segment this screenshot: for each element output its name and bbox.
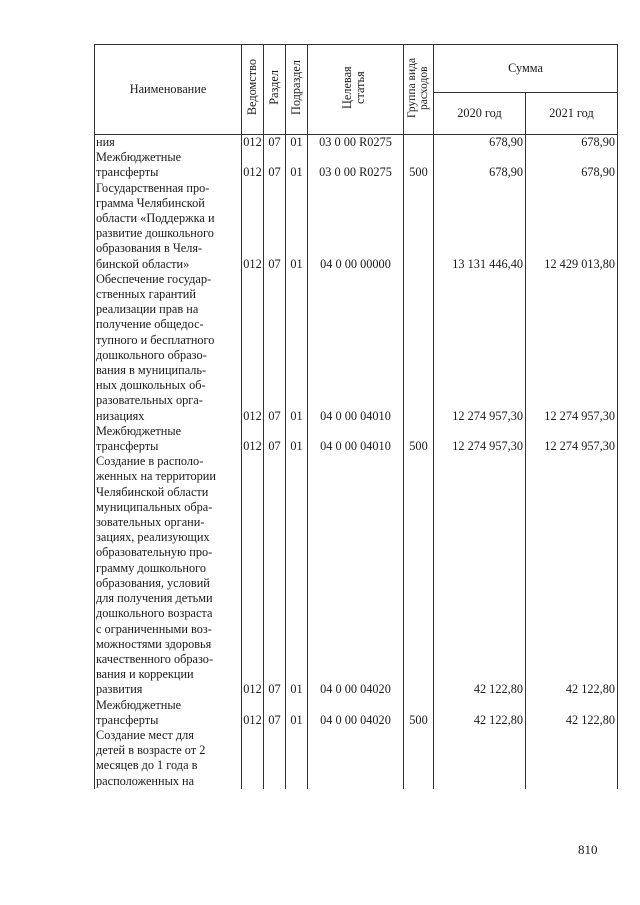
header-year-2021: 2021 год — [526, 93, 618, 135]
row-subsection: 01 — [286, 698, 308, 728]
header-department: Ведомство — [242, 45, 264, 135]
row-name — [95, 181, 242, 272]
row-name-line: бинской области» — [96, 256, 190, 271]
row-department: 012 — [242, 181, 264, 272]
row-sum-2021: 42 122,80 — [526, 454, 618, 697]
row-name-line: муниципальных обра- — [96, 499, 213, 514]
header-name: Наименование — [95, 45, 242, 135]
row-name-line: образования в Челя- — [96, 241, 203, 256]
row-name-line: Государственная про- — [96, 180, 210, 195]
row-name-line: Обеспечение государ- — [96, 271, 212, 286]
budget-table — [94, 44, 618, 789]
row-expense-group: 500 — [404, 424, 434, 454]
header-subsection: Подраздел — [286, 45, 308, 135]
row-name-line: вания и коррекции — [96, 667, 194, 682]
row-sum-2021: 678,90 — [526, 135, 618, 151]
row-name-line: Межбюджетные — [96, 150, 182, 165]
row-target-item: 04 0 00 04020 — [308, 454, 404, 697]
row-department: 012 — [242, 454, 264, 697]
row-target-item: 04 0 00 00000 — [308, 181, 404, 272]
row-sum-2020: 42 122,80 — [434, 698, 526, 728]
row-name-line: реализации прав на — [96, 302, 199, 317]
row-section: 07 — [264, 150, 286, 180]
row-name — [95, 150, 242, 180]
row-name-line: получение общедос- — [96, 317, 204, 332]
row-department: 012 — [242, 424, 264, 454]
row-name-line: ния — [96, 135, 115, 149]
row-sum-2020: 42 122,80 — [434, 454, 526, 697]
row-name-line: трансферты — [96, 712, 159, 727]
row-name — [95, 272, 242, 424]
row-sum-2020: 12 274 957,30 — [434, 272, 526, 424]
table-header — [95, 45, 618, 135]
row-section: 07 — [264, 424, 286, 454]
row-name — [95, 728, 242, 789]
row-department: 012 — [242, 272, 264, 424]
row-sum-2020: 678,90 — [434, 135, 526, 151]
row-name-line: женных на территории — [96, 469, 216, 484]
header-sum: Сумма — [434, 45, 618, 93]
row-name-line: тупного и бесплатного — [96, 332, 215, 347]
table-row — [95, 150, 618, 180]
row-sum-2020: 12 274 957,30 — [434, 424, 526, 454]
row-department: 012 — [242, 698, 264, 728]
row-expense-group — [404, 728, 434, 789]
row-name-line: расположенных на — [96, 773, 195, 788]
header-section: Раздел — [264, 45, 286, 135]
row-subsection — [286, 728, 308, 789]
row-target-item: 04 0 00 04010 — [308, 424, 404, 454]
row-name-line: для получения детьми — [96, 591, 213, 606]
row-section: 07 — [264, 181, 286, 272]
table-row — [95, 454, 618, 697]
row-name-line: зациях, реализующих — [96, 530, 210, 545]
row-sum-2020: 678,90 — [434, 150, 526, 180]
row-name-line: низациях — [96, 408, 145, 423]
table-row — [95, 272, 618, 424]
row-sum-2020 — [434, 728, 526, 789]
row-section: 07 — [264, 454, 286, 697]
row-department: 012 — [243, 135, 262, 149]
row-name-line: ных дошкольных об- — [96, 378, 206, 393]
row-target-item: 03 0 00 R0275 — [308, 150, 404, 180]
row-sum-2021: 12 274 957,30 — [526, 272, 618, 424]
row-name-line: вания в муниципаль- — [96, 363, 207, 378]
row-name-line: грамма Челябинской — [96, 195, 205, 210]
row-expense-group — [404, 454, 434, 697]
row-subsection: 01 — [286, 454, 308, 697]
row-name — [95, 424, 242, 454]
row-expense-group — [404, 272, 434, 424]
row-name-line: трансферты — [96, 439, 159, 454]
row-name-line: разовательных орга- — [96, 393, 203, 408]
row-name — [95, 135, 242, 151]
row-name-line: развитие дошкольного — [96, 226, 214, 241]
row-name-line: образовательную про- — [96, 545, 213, 560]
table-row — [95, 424, 618, 454]
row-name-line: детей в возрасте от 2 — [96, 743, 206, 758]
row-name-line: Межбюджетные — [96, 697, 182, 712]
row-target-item: 03 0 00 R0275 — [308, 135, 404, 151]
row-sum-2021: 12 429 013,80 — [526, 181, 618, 272]
table-row — [95, 181, 618, 272]
row-sum-2021: 12 274 957,30 — [526, 424, 618, 454]
row-sum-2021 — [526, 728, 618, 789]
row-subsection: 01 — [286, 135, 308, 151]
header-expense-group: Группа вида расходов — [404, 45, 434, 135]
row-name-line: Создание в располо- — [96, 454, 204, 469]
row-department — [242, 728, 264, 789]
row-section: 07 — [264, 698, 286, 728]
row-target-item: 04 0 00 04010 — [308, 272, 404, 424]
row-name-line: с ограниченными воз- — [96, 621, 212, 636]
row-name-line: дошкольного образо- — [96, 347, 207, 362]
row-name — [95, 698, 242, 728]
row-name-line: развития — [96, 682, 143, 697]
row-subsection: 01 — [286, 424, 308, 454]
row-name-line: грамму дошкольного — [96, 560, 207, 575]
row-name-line: ственных гарантий — [96, 287, 196, 302]
table-row — [95, 135, 618, 151]
row-sum-2021: 42 122,80 — [526, 698, 618, 728]
row-expense-group: 500 — [404, 698, 434, 728]
row-name-line: зовательных органи- — [96, 515, 205, 530]
row-expense-group — [404, 135, 434, 151]
row-target-item: 04 0 00 04020 — [308, 698, 404, 728]
row-name-line: качественного образо- — [96, 651, 214, 666]
row-subsection: 01 — [286, 272, 308, 424]
row-name-line: месяцев до 1 года в — [96, 758, 198, 773]
row-section — [264, 728, 286, 789]
header-year-2020: 2020 год — [434, 93, 526, 135]
table-row — [95, 698, 618, 728]
row-target-item — [308, 728, 404, 789]
row-section: 07 — [264, 135, 286, 151]
page-number: 810 — [578, 842, 598, 857]
table-body — [95, 135, 618, 789]
row-subsection: 01 — [286, 181, 308, 272]
row-name-line: области «Поддержка и — [96, 211, 215, 226]
row-sum-2021: 678,90 — [526, 150, 618, 180]
row-name — [95, 454, 242, 697]
row-section: 07 — [264, 272, 286, 424]
row-name-line: дошкольного возраста — [96, 606, 213, 621]
row-expense-group: 500 — [404, 150, 434, 180]
row-name-line: образования, условий — [96, 575, 210, 590]
row-name-line: трансферты — [96, 165, 159, 180]
row-expense-group — [404, 181, 434, 272]
row-name-line: можностями здоровья — [96, 636, 212, 651]
header-target-item: Целевая статья — [308, 45, 404, 135]
row-name-line: Межбюджетные — [96, 423, 182, 438]
row-department: 012 — [242, 150, 264, 180]
row-name-line: Челябинской области — [96, 484, 209, 499]
row-sum-2020: 13 131 446,40 — [434, 181, 526, 272]
row-subsection: 01 — [286, 150, 308, 180]
table-row — [95, 728, 618, 789]
row-name-line: Создание мест для — [96, 727, 194, 742]
